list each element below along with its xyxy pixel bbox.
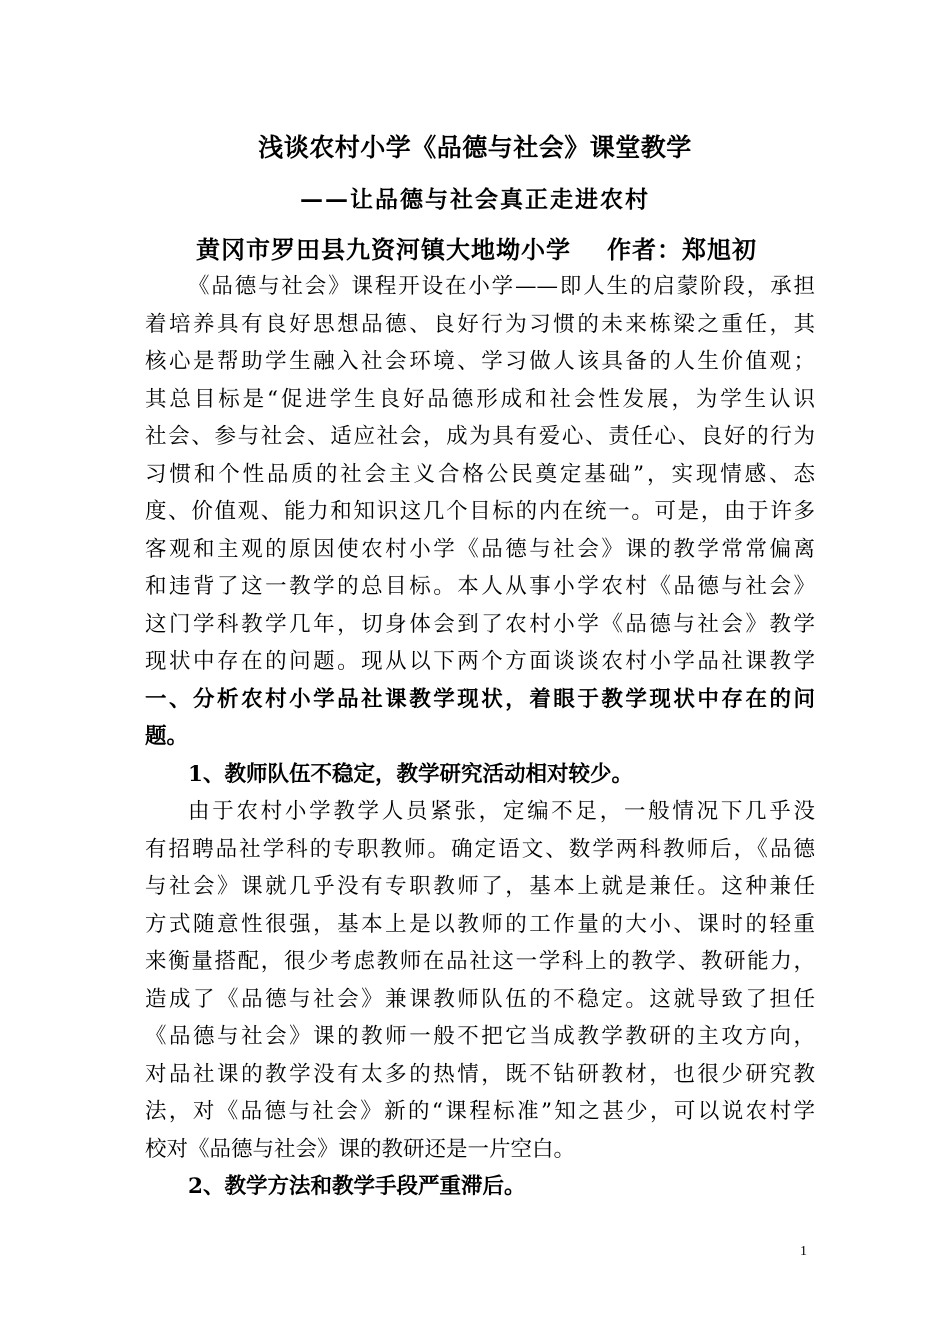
- subsection-heading: 1、教师队伍不稳定，教学研究活动相对较少。: [188, 761, 633, 787]
- paragraph-line: 社会、参与社会、适应社会，成为具有爱心、责任心、良好的行为: [145, 424, 815, 449]
- author-line: [196, 232, 757, 268]
- author-school: 黄冈市罗田县九资河镇大地坳小学: [196, 235, 571, 264]
- paragraph-line: 与社会》课就几乎没有专职教师了，基本上就是兼任。这种兼任: [145, 874, 815, 899]
- paragraph-line: 度、价值观、能力和知识这几个目标的内在统一。可是，由于许多: [145, 499, 815, 524]
- document-body: [145, 268, 815, 1206]
- paragraph-line: 造成了《品德与社会》兼课教师队伍的不稳定。这就导致了担任: [145, 986, 815, 1012]
- paragraph-line: 《品德与社会》课程开设在小学——即人生的启蒙阶段，承担: [188, 274, 815, 299]
- page-number: 1: [800, 1244, 807, 1259]
- paragraph-line: 这门学科教学几年，切身体会到了农村小学《品德与社会》教学: [145, 611, 815, 637]
- paragraph-line: 对品社课的教学没有太多的热情，既不钻研教材，也很少研究教: [145, 1061, 815, 1087]
- paragraph-line: 来衡量搭配，很少考虑教师在品社这一学科上的教学、教研能力，: [145, 949, 815, 974]
- paragraph-line: 《品德与社会》课的教师一般不把它当成教学教研的主攻方向，: [145, 1024, 815, 1049]
- author-name: 作者：郑旭初: [607, 235, 757, 264]
- paragraph-line: 校对《品德与社会》课的教研还是一片空白。: [145, 1136, 576, 1162]
- paragraph-line: 方式随意性很强，基本上是以教师的工作量的大小、课时的轻重: [145, 911, 815, 937]
- paragraph-line: 法，对《品德与社会》新的“课程标准”知之甚少，可以说农村学: [145, 1099, 815, 1124]
- paragraph-line: 有招聘品社学科的专职教师。确定语文、数学两科教师后，《品德: [145, 836, 815, 862]
- document-subtitle: ——让品德与社会真正走进农村: [300, 186, 650, 213]
- paragraph-line: 和违背了这一教学的总目标。本人从事小学农村《品德与社会》: [145, 574, 815, 599]
- paragraph-line: 着培养具有良好思想品德、良好行为习惯的未来栋梁之重任，其: [145, 311, 815, 337]
- paragraph-line: 习惯和个性品质的社会主义合格公民奠定基础”，实现情感、态: [145, 461, 815, 487]
- paragraph-line: 核心是帮助学生融入社会环境、学习做人该具备的人生价值观；: [145, 349, 815, 374]
- subsection-heading: 2、教学方法和教学手段严重滞后。: [188, 1174, 526, 1199]
- document-title: 浅谈农村小学《品德与社会》课堂教学: [258, 133, 692, 162]
- paragraph-line: 现状中存在的问题。现从以下两个方面谈谈农村小学品社课教学: [145, 649, 815, 674]
- paragraph-line: 由于农村小学教学人员紧张，定编不足，一般情况下几乎没: [188, 799, 815, 824]
- paragraph-line: 客观和主观的原因使农村小学《品德与社会》课的教学常常偏离: [145, 536, 815, 562]
- section-heading: 题。: [145, 724, 189, 749]
- paragraph-line: 其总目标是“促进学生良好品德形成和社会性发展，为学生认识: [145, 386, 815, 412]
- section-heading: 一、分析农村小学品社课教学现状，着眼于教学现状中存在的问: [145, 686, 815, 712]
